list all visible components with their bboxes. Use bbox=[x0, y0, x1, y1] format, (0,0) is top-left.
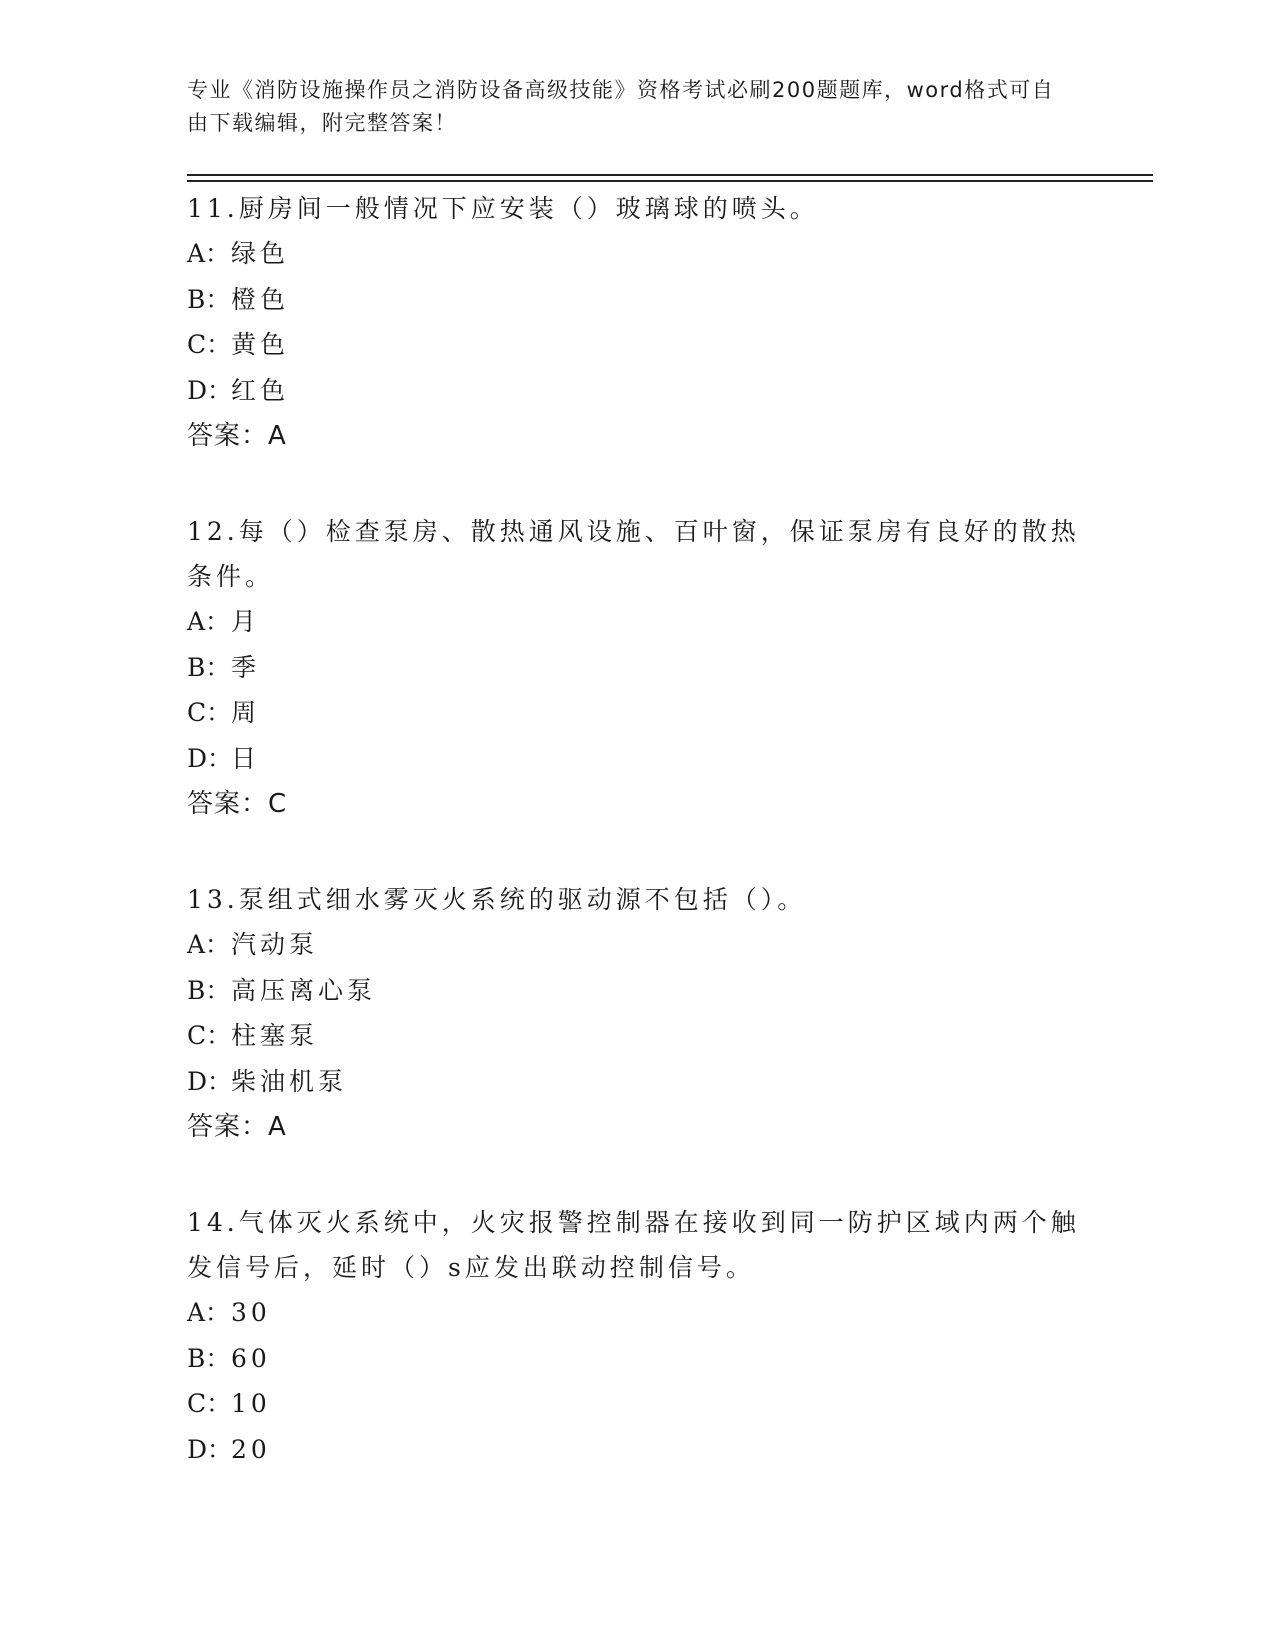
option-text: 橙色 bbox=[231, 284, 290, 314]
option-text: 周 bbox=[231, 698, 261, 727]
option-text: 柱塞泵 bbox=[231, 1021, 319, 1050]
option-a bbox=[187, 599, 1087, 645]
question-stem: 13.泵组式细水雾灭火系统的驱动源不包括（）。 bbox=[187, 885, 807, 914]
option-letter: D： bbox=[187, 1066, 233, 1096]
option-letter: C： bbox=[187, 330, 232, 359]
header-divider-top bbox=[187, 174, 1153, 176]
option-b bbox=[187, 645, 1087, 691]
option-c bbox=[187, 1013, 1087, 1059]
question-list bbox=[187, 186, 1087, 1522]
option-c bbox=[187, 1381, 1087, 1427]
option-a bbox=[187, 1290, 1087, 1336]
option-d bbox=[187, 1059, 1087, 1105]
question-12 bbox=[187, 509, 1087, 827]
option-letter: D： bbox=[187, 743, 233, 773]
document-header: 专业《消防设施操作员之消防设备高级技能》资格考试必刷200题题库，word格式可自由下载编辑，附完整答案！ bbox=[187, 78, 1055, 135]
option-text: 季 bbox=[231, 652, 261, 682]
option-letter: B： bbox=[187, 1343, 231, 1373]
option-letter: C： bbox=[187, 1389, 232, 1418]
question-stem: 12.每（）检查泵房、散热通风设施、百叶窗，保证泵房有良好的散热条件。 bbox=[187, 517, 1080, 591]
option-b bbox=[187, 1336, 1087, 1382]
option-letter: A： bbox=[187, 930, 231, 959]
option-text: 黄色 bbox=[231, 330, 290, 359]
answer-line: 答案：C bbox=[187, 789, 288, 819]
question-stem: 11.厨房间一般情况下应安装（）玻璃球的喷头。 bbox=[187, 194, 819, 223]
option-b bbox=[187, 968, 1087, 1014]
question-14 bbox=[187, 1200, 1087, 1472]
option-letter: B： bbox=[187, 975, 231, 1005]
option-letter: A： bbox=[187, 607, 231, 636]
option-text: 红色 bbox=[231, 375, 290, 405]
option-text: 10 bbox=[231, 1389, 271, 1418]
option-text: 绿色 bbox=[231, 239, 290, 268]
option-d bbox=[187, 736, 1087, 782]
option-text: 高压离心泵 bbox=[231, 975, 377, 1005]
option-text: 柴油机泵 bbox=[231, 1066, 348, 1096]
header-divider-bottom bbox=[187, 180, 1153, 182]
option-b bbox=[187, 277, 1087, 323]
option-a bbox=[187, 231, 1087, 277]
answer-line: 答案：A bbox=[187, 1112, 287, 1142]
option-text: 汽动泵 bbox=[231, 930, 319, 959]
option-letter: C： bbox=[187, 1021, 232, 1050]
option-letter: D： bbox=[187, 375, 233, 405]
question-13 bbox=[187, 877, 1087, 1150]
option-a bbox=[187, 922, 1087, 968]
option-d bbox=[187, 1427, 1087, 1473]
option-letter: B： bbox=[187, 284, 231, 314]
option-text: 20 bbox=[231, 1434, 271, 1464]
question-11 bbox=[187, 186, 1087, 459]
answer-line: 答案：A bbox=[187, 421, 287, 451]
option-text: 60 bbox=[231, 1343, 271, 1373]
option-c bbox=[187, 690, 1087, 736]
option-c bbox=[187, 322, 1087, 368]
option-letter: D： bbox=[187, 1434, 233, 1464]
option-text: 月 bbox=[231, 607, 261, 636]
option-text: 30 bbox=[231, 1298, 271, 1327]
option-letter: C： bbox=[187, 698, 232, 727]
question-stem: 14.气体灭火系统中，火灾报警控制器在接收到同一防护区域内两个触发信号后，延时（）s应发出联动控制信号。 bbox=[187, 1208, 1080, 1282]
option-letter: A： bbox=[187, 239, 231, 268]
option-letter: A： bbox=[187, 1298, 231, 1327]
option-text: 日 bbox=[231, 743, 261, 773]
option-d bbox=[187, 368, 1087, 414]
option-letter: B： bbox=[187, 652, 231, 682]
